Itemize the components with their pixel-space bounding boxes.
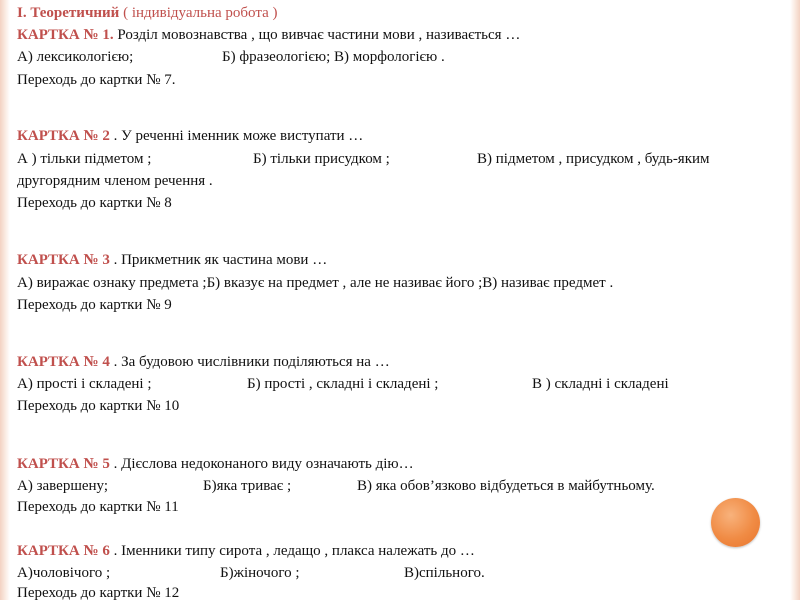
card-4-option-b: Б) прості , складні і складені ;	[247, 376, 439, 392]
card-5-label: КАРТКА № 5	[17, 456, 110, 472]
card-2-text: . У реченні іменник може виступати …	[113, 128, 364, 144]
card-1-option-a: А) лексикологією;	[17, 49, 134, 65]
card-3-label: КАРТКА № 3	[17, 252, 110, 268]
card-2-options	[17, 149, 787, 170]
arrow-right-icon	[726, 513, 746, 533]
slide-left-border	[0, 0, 10, 600]
card-5-options	[17, 476, 787, 497]
card-5-question	[17, 454, 414, 475]
card-6-options	[17, 563, 787, 584]
card-2-option-a: А ) тільки підметом ;	[17, 151, 152, 167]
card-5-option-b: Б)яка триває ;	[203, 478, 292, 494]
card-6-text: . Іменники типу сирота , ледащо , плакса належать до …	[113, 543, 475, 559]
card-6-question	[17, 541, 475, 562]
slide-right-border	[790, 0, 800, 600]
card-4-option-c: В ) складні і складені	[532, 376, 669, 392]
card-6-option-b: Б)жіночого ;	[220, 565, 300, 581]
card-1-next: Переходь до картки № 7.	[17, 72, 176, 88]
card-1-question	[17, 25, 520, 46]
card-6-option-c: В)спільного.	[404, 565, 485, 581]
card-3-text: . Прикметник як частина мови …	[113, 252, 328, 268]
card-2-option-c-cont: другорядним членом речення .	[17, 173, 213, 189]
next-slide-button[interactable]	[711, 498, 760, 547]
card-4-option-a: А) прості і складені ;	[17, 376, 152, 392]
card-4-options	[17, 374, 787, 395]
section-mode: ( індивідуальна робота )	[123, 5, 278, 21]
card-5-text: . Дієслова недоконаного виду означають дію…	[113, 456, 414, 472]
card-2-next: Переходь до картки № 8	[17, 195, 172, 211]
card-5-option-a: А) завершену;	[17, 478, 109, 494]
card-1-option-bc: Б) фразеологією; В) морфологією .	[222, 49, 445, 65]
card-6-option-a: А)чоловічого ;	[17, 565, 111, 581]
card-2-option-b: Б) тільки присудком ;	[253, 151, 390, 167]
card-2-question	[17, 126, 363, 147]
card-1-label: КАРТКА № 1.	[17, 27, 114, 43]
card-3-question	[17, 250, 327, 271]
card-4-next: Переходь до картки № 10	[17, 398, 180, 414]
slide-content	[17, 0, 787, 600]
card-6-next: Переходь до картки № 12	[17, 585, 180, 601]
card-3-options: А) виражає ознаку предмета ;Б) вказує на предмет , але не називає його ;В) називає предмет .	[17, 275, 614, 291]
card-4-text: . За будовою числівники поділяються на …	[113, 354, 390, 370]
card-4-question	[17, 352, 390, 373]
card-5-option-c: В) яка обов’язково відбудеться в майбутньому.	[357, 478, 655, 494]
card-2-label: КАРТКА № 2	[17, 128, 110, 144]
card-3-next: Переходь до картки № 9	[17, 297, 172, 313]
card-4-label: КАРТКА № 4	[17, 354, 110, 370]
card-5-next: Переходь до картки № 11	[17, 499, 179, 515]
section-title: І. Теоретичний	[17, 5, 120, 21]
section-header	[17, 3, 278, 24]
card-2-option-c: В) підметом , присудком , будь-яким	[477, 151, 710, 167]
card-1-options	[17, 47, 787, 68]
card-1-text: Розділ мовознавства , що вивчає частини мови , називається …	[117, 27, 521, 43]
card-6-label: КАРТКА № 6	[17, 543, 110, 559]
